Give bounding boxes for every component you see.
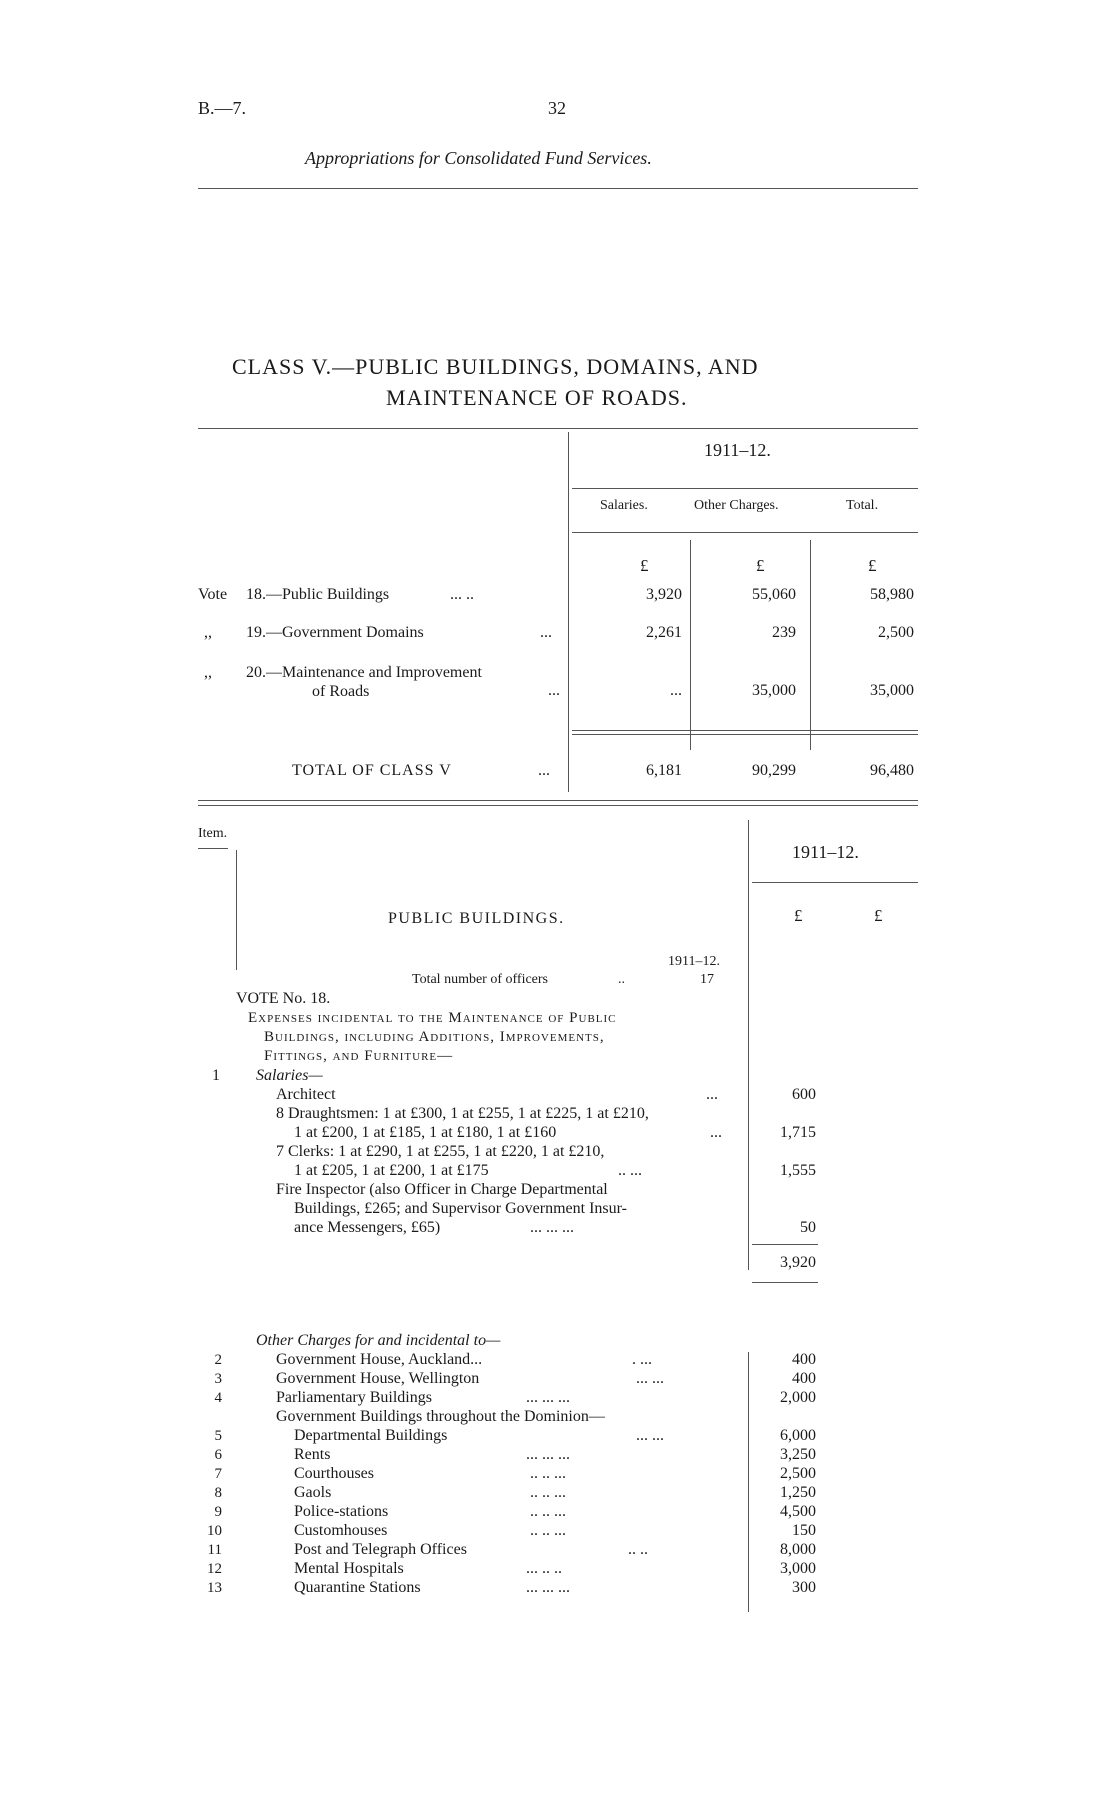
expenses-line: Buildings, including Additions, Improvements,: [264, 1029, 605, 1045]
other-item-dots: ... ...: [636, 1427, 664, 1444]
row-prefix: Vote: [198, 586, 228, 603]
salaries-total: 3,920: [780, 1254, 816, 1271]
other-item-dots: ... ... ...: [526, 1446, 570, 1463]
row-label: 19.—Government Domains: [246, 624, 424, 641]
row-label-continued: of Roads: [312, 683, 370, 700]
col-divider-2: [810, 540, 811, 750]
row-dots: ... ..: [450, 586, 474, 603]
item-number: 11: [207, 1542, 222, 1558]
item-column-header: Item.: [198, 826, 228, 841]
col-header-salaries: Salaries.: [600, 498, 648, 513]
other-item-label: Departmental Buildings: [294, 1427, 448, 1444]
row-other: 35,000: [752, 682, 796, 699]
other-subheading: Government Buildings throughout the Dominion—: [276, 1408, 605, 1425]
vote-heading: VOTE No. 18.: [236, 990, 331, 1007]
row-label: 18.—Public Buildings: [246, 586, 390, 603]
other-item-amount: 3,000: [780, 1560, 816, 1577]
salary-line: Architect: [276, 1086, 336, 1103]
row-other: 55,060: [752, 586, 796, 603]
col-header-other: Other Charges.: [694, 498, 779, 513]
row-salaries: ...: [670, 682, 682, 699]
summary-year: 1911–12.: [704, 440, 771, 460]
page-subtitle: Appropriations for Consolidated Fund Services.: [305, 148, 652, 168]
salary-dots: ...: [710, 1124, 722, 1141]
row-total: 2,500: [878, 624, 914, 641]
other-item-amount: 6,000: [780, 1427, 816, 1444]
row-salaries: 2,261: [646, 624, 682, 641]
salary-amount: 1,715: [780, 1124, 816, 1141]
item-number: 13: [207, 1580, 222, 1596]
item-number: 2: [214, 1352, 222, 1368]
other-item-amount: 3,250: [780, 1446, 816, 1463]
detail-year-rule: [752, 882, 918, 883]
other-item-dots: ... ...: [636, 1370, 664, 1387]
item-number: 12: [207, 1561, 222, 1577]
subtotal-rule-2: [572, 734, 918, 735]
other-item-label: Customhouses: [294, 1522, 388, 1539]
total-total: 96,480: [870, 762, 914, 779]
detail-currency-2: £: [874, 906, 883, 925]
class-title-line2: MAINTENANCE OF ROADS.: [386, 385, 688, 410]
item-column-divider: [236, 850, 237, 970]
other-item-dots: .. ..: [628, 1541, 648, 1558]
summary-divider: [568, 432, 569, 792]
other-item-amount: 300: [792, 1579, 816, 1596]
expenses-line: Fittings, and Furniture—: [264, 1048, 454, 1064]
row-total: 58,980: [870, 586, 914, 603]
row-total: 35,000: [870, 682, 914, 699]
salary-dots: ...: [706, 1086, 718, 1103]
other-item-dots: .. .. ...: [530, 1522, 566, 1539]
other-item-label: Rents: [294, 1446, 331, 1463]
salary-dots: ... ... ...: [530, 1219, 574, 1236]
amount-column-divider: [748, 820, 749, 1270]
total-label: TOTAL OF CLASS V: [292, 762, 452, 779]
other-item-amount: 1,250: [780, 1484, 816, 1501]
currency-salaries: £: [640, 556, 649, 575]
other-item-amount: 2,500: [780, 1465, 816, 1482]
total-salaries: 6,181: [646, 762, 682, 779]
salary-amount: 50: [800, 1219, 816, 1236]
other-item-amount: 400: [792, 1370, 816, 1387]
other-item-label: Government House, Auckland...: [276, 1351, 483, 1368]
row-prefix: ,,: [204, 664, 212, 681]
other-item-label: Post and Telegraph Offices: [294, 1541, 467, 1558]
officers-label: Total number of officers: [412, 972, 548, 987]
row-dots: ...: [548, 682, 560, 699]
col-divider-1: [690, 540, 691, 750]
page-number: 32: [548, 98, 566, 118]
total-dots: ...: [538, 762, 550, 779]
header-rule: [198, 188, 918, 189]
other-item-amount: 4,500: [780, 1503, 816, 1520]
item-number: 5: [214, 1428, 222, 1444]
other-item-label: Government House, Wellington: [276, 1370, 480, 1387]
col-header-total: Total.: [846, 498, 879, 513]
salary-amount: 600: [792, 1086, 816, 1103]
item-header-rule: [198, 848, 228, 849]
other-item-dots: .. .. ...: [530, 1484, 566, 1501]
other-item-label: Parliamentary Buildings: [276, 1389, 432, 1406]
salary-line: ance Messengers, £65): [294, 1219, 441, 1236]
subtotal-rule: [572, 730, 918, 731]
other-charges-heading: Other Charges for and incidental to—: [256, 1332, 501, 1349]
other-item-label: Courthouses: [294, 1465, 374, 1482]
section-title: PUBLIC BUILDINGS.: [388, 910, 565, 927]
salaries-heading: Salaries—: [256, 1067, 323, 1084]
other-item-amount: 8,000: [780, 1541, 816, 1558]
salaries-total-rule: [752, 1282, 818, 1283]
salary-line: 1 at £200, 1 at £185, 1 at £180, 1 at £160: [294, 1124, 557, 1141]
total-other: 90,299: [752, 762, 796, 779]
other-item-dots: ... .. ..: [526, 1560, 562, 1577]
other-item-amount: 150: [792, 1522, 816, 1539]
salary-amount: 1,555: [780, 1162, 816, 1179]
row-dots: ...: [540, 624, 552, 641]
item-number: 1: [212, 1067, 220, 1084]
salary-line: 8 Draughtsmen: 1 at £300, 1 at £255, 1 at £225, 1 at £210,: [276, 1105, 649, 1122]
detail-currency-1: £: [794, 906, 803, 925]
salary-line: Fire Inspector (also Officer in Charge Departmental: [276, 1181, 608, 1198]
other-item-dots: .. .. ...: [530, 1503, 566, 1520]
other-item-amount: 400: [792, 1351, 816, 1368]
salary-dots: .. ...: [618, 1162, 642, 1179]
item-number: 7: [214, 1466, 222, 1482]
item-number: 8: [214, 1485, 222, 1501]
other-item-dots: ... ... ...: [526, 1579, 570, 1596]
item-number: 9: [214, 1504, 222, 1520]
other-amount-divider: [748, 1352, 749, 1612]
row-prefix: ,,: [204, 624, 212, 641]
salary-line: 1 at £205, 1 at £200, 1 at £175: [294, 1162, 489, 1179]
other-item-dots: . ...: [632, 1351, 652, 1368]
salary-line: Buildings, £265; and Supervisor Government Insur-: [294, 1200, 627, 1217]
expenses-line: Expenses incidental to the Maintenance of Public: [248, 1010, 617, 1026]
item-number: 6: [214, 1447, 222, 1463]
officers-dots: ..: [618, 972, 625, 987]
summary-bottom-rule: [198, 800, 918, 801]
other-item-dots: ... ... ...: [526, 1389, 570, 1406]
other-item-label: Gaols: [294, 1484, 332, 1501]
item-number: 3: [214, 1371, 222, 1387]
item-number: 4: [214, 1390, 222, 1406]
salaries-sum-rule: [752, 1244, 818, 1245]
row-label: 20.—Maintenance and Improvement: [246, 664, 482, 681]
item-number: 10: [207, 1523, 222, 1539]
currency-total: £: [868, 556, 877, 575]
currency-other: £: [756, 556, 765, 575]
row-salaries: 3,920: [646, 586, 682, 603]
other-item-label: Mental Hospitals: [294, 1560, 404, 1577]
col-header-rule: [572, 532, 918, 533]
detail-year: 1911–12.: [792, 842, 859, 862]
class-title-line1: CLASS V.—PUBLIC BUILDINGS, DOMAINS, AND: [232, 354, 759, 379]
row-other: 239: [772, 624, 796, 641]
other-item-label: Police-stations: [294, 1503, 389, 1520]
summary-top-rule: [198, 428, 918, 429]
other-item-label: Quarantine Stations: [294, 1579, 421, 1596]
officers-count: 17: [700, 972, 714, 987]
document-code: B.—7.: [198, 98, 247, 118]
other-item-dots: .. .. ...: [530, 1465, 566, 1482]
salary-line: 7 Clerks: 1 at £290, 1 at £255, 1 at £220, 1 at £210,: [276, 1143, 605, 1160]
summary-year-rule: [572, 488, 918, 489]
summary-bottom-rule-2: [198, 805, 918, 806]
officers-year: 1911–12.: [668, 954, 720, 969]
other-item-amount: 2,000: [780, 1389, 816, 1406]
